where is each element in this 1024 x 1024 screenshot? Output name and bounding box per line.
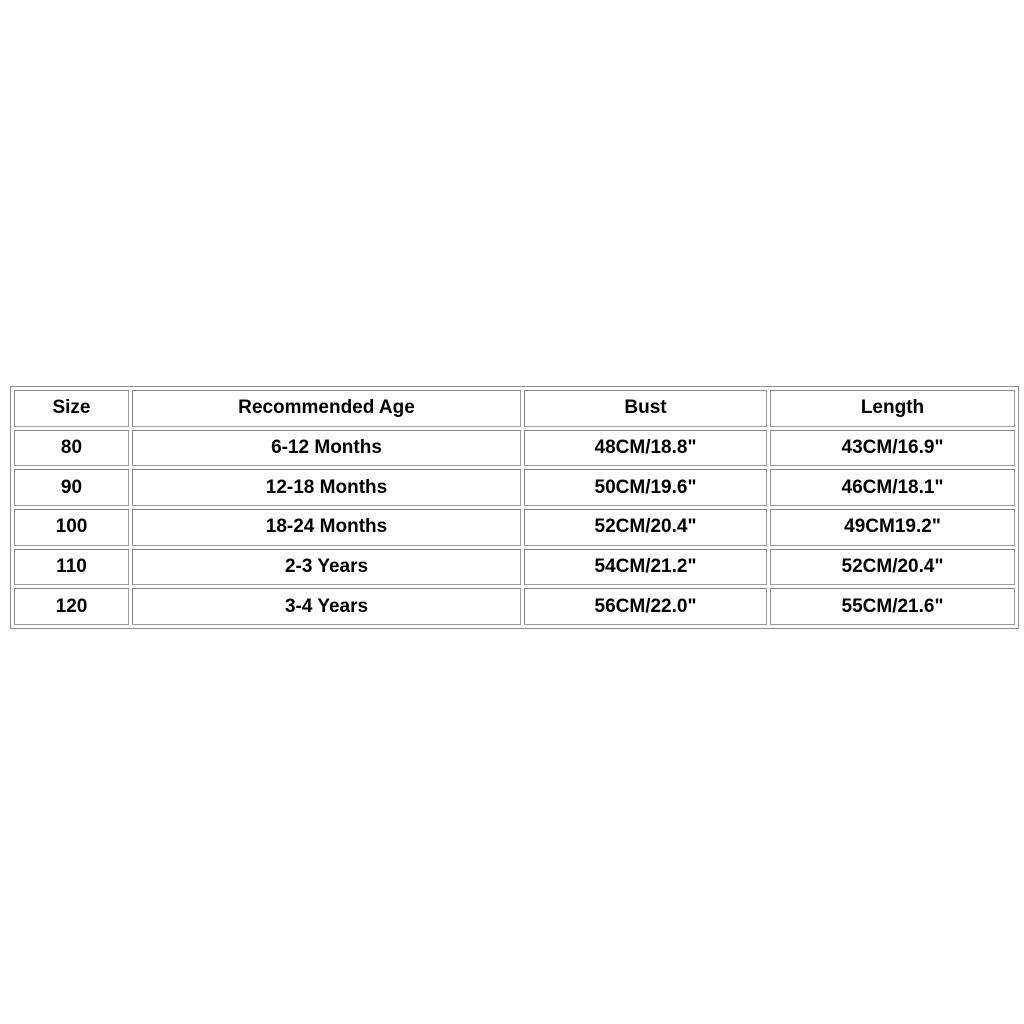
table-header-row bbox=[14, 390, 1015, 427]
table-row bbox=[14, 509, 1015, 546]
cell-size: 120 bbox=[14, 588, 129, 625]
cell-size: 110 bbox=[14, 549, 129, 586]
cell-bust: 56CM/22.0" bbox=[524, 588, 767, 625]
cell-bust: 52CM/20.4" bbox=[524, 509, 767, 546]
cell-age: 12-18 Months bbox=[132, 469, 521, 506]
cell-age: 2-3 Years bbox=[132, 549, 521, 586]
cell-bust: 54CM/21.2" bbox=[524, 549, 767, 586]
header-cell-bust: Bust bbox=[524, 390, 767, 427]
cell-age: 6-12 Months bbox=[132, 430, 521, 467]
cell-length: 49CM19.2" bbox=[770, 509, 1015, 546]
table-row bbox=[14, 430, 1015, 467]
header-cell-size: Size bbox=[14, 390, 129, 427]
cell-bust: 50CM/19.6" bbox=[524, 469, 767, 506]
cell-bust: 48CM/18.8" bbox=[524, 430, 767, 467]
cell-age: 18-24 Months bbox=[132, 509, 521, 546]
table-row bbox=[14, 469, 1015, 506]
cell-length: 46CM/18.1" bbox=[770, 469, 1015, 506]
cell-size: 80 bbox=[14, 430, 129, 467]
cell-length: 43CM/16.9" bbox=[770, 430, 1015, 467]
table-row bbox=[14, 588, 1015, 625]
table-row bbox=[14, 549, 1015, 586]
header-cell-length: Length bbox=[770, 390, 1015, 427]
cell-length: 55CM/21.6" bbox=[770, 588, 1015, 625]
size-chart-table bbox=[10, 386, 1019, 629]
cell-size: 100 bbox=[14, 509, 129, 546]
header-cell-age: Recommended Age bbox=[132, 390, 521, 427]
cell-length: 52CM/20.4" bbox=[770, 549, 1015, 586]
cell-age: 3-4 Years bbox=[132, 588, 521, 625]
cell-size: 90 bbox=[14, 469, 129, 506]
